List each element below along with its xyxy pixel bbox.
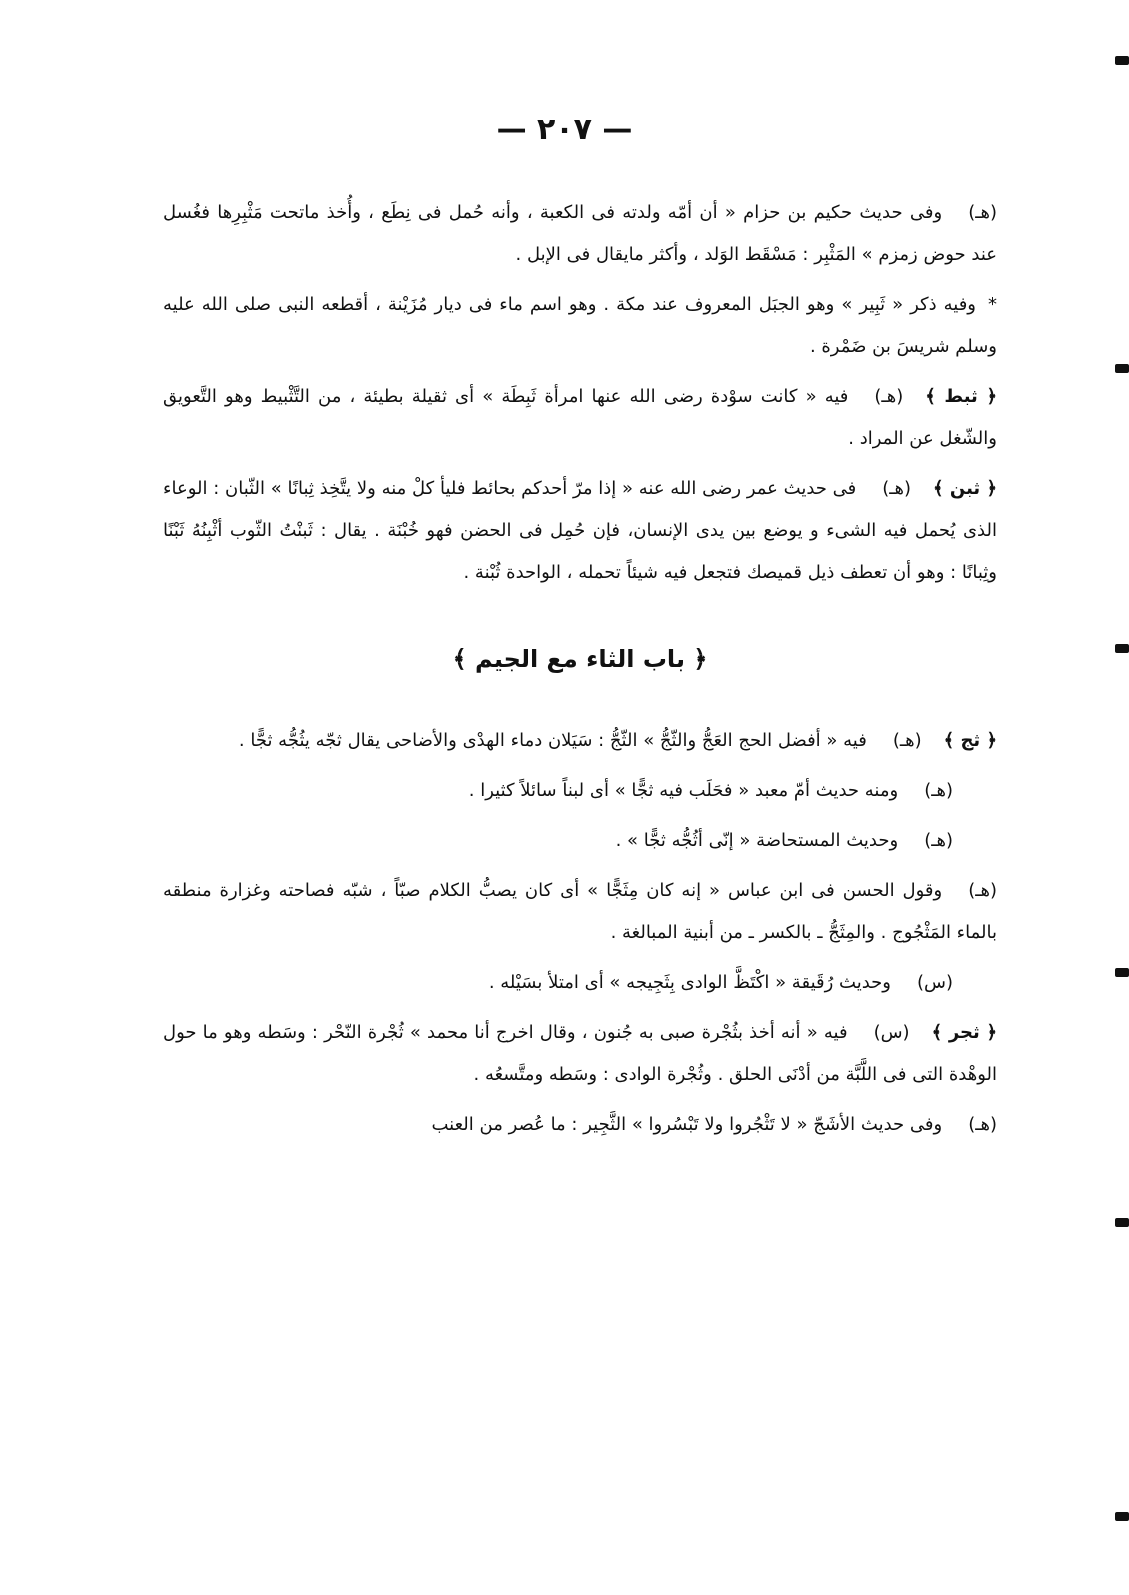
paragraph-text: وفى حديث حكيم بن حزام « أن أمّه ولدته فى الكعبة ، وأنه حُمل فى نِطَع ، وأُخذ ماتحت مَثْبِرِها فغُسل عند حوض زمزم » المَثْبِر : مَسْقَط الوَلد ، وأكثر مايقال فى الإبل . xyxy=(163,202,997,265)
paragraph-text: وحديث رُقَيقة « اكْتَظَّ الوادى بِثَجِيجه » أى امتلأ بسَيْله . xyxy=(488,972,891,993)
chapter-title: ﴿ باب الثاء مع الجيم ﴾ xyxy=(452,645,708,673)
source-sigil: (هـ) xyxy=(924,780,953,801)
paragraph-text: فيه « كانت سوْدة رضى الله عنها امرأة ثَبِطَة » أى ثقيلة بطيئة ، من التَّثْبيط وهو التَّعويق والشّغل عن المراد . xyxy=(163,386,997,449)
source-sigil: (هـ) xyxy=(892,730,922,751)
source-sigil: (هـ) xyxy=(968,880,997,901)
scan-edge-mark xyxy=(1115,364,1129,373)
paragraph-mustahada xyxy=(163,820,997,862)
entry-keyword: ﴿ ثجر ﴾ xyxy=(931,1022,998,1043)
scan-edge-mark xyxy=(1115,1218,1129,1227)
entry-thajj xyxy=(163,720,997,762)
entry-keyword: ﴿ ثبط ﴾ xyxy=(925,386,997,407)
entry-thajr xyxy=(163,1012,997,1096)
paragraph-ashajj xyxy=(163,1104,997,1146)
source-sigil: (هـ) xyxy=(882,478,912,499)
page-number: — ٢٠٧ — xyxy=(496,112,633,147)
paragraph-thabir xyxy=(163,284,997,368)
paragraph-ruqayqa xyxy=(163,962,997,1004)
paragraph-text: وقول الحسن فى ابن عباس « إنه كان مِثَجًّا » أى كان يصبُّ الكلام صبّاً ، شبّه فصاحته وغزارة منطقه بالماء المَثْجُوج . والمِثَجُّ ـ بالكسر ـ من أبنية المبالغة . xyxy=(163,880,997,943)
scan-edge-mark xyxy=(1115,644,1129,653)
paragraph-hakim xyxy=(163,192,997,276)
source-sigil: (هـ) xyxy=(874,386,904,407)
source-sigil: (س) xyxy=(873,1022,910,1043)
scan-edge-mark xyxy=(1115,56,1129,65)
star-marker: * xyxy=(988,294,997,315)
entry-keyword: ﴿ ثج ﴾ xyxy=(943,730,997,751)
paragraph-text: ومنه حديث أمّ معبد « فحَلَب فيه ثجًّا » أى لبناً سائلاً كثيرا . xyxy=(468,780,899,801)
paragraph-text: وفيه ذكر « ثَبِير » وهو الجبَل المعروف عند مكة . وهو اسم ماء فى ديار مُزَيْنة ، أقطعه النبى صلى الله عليه وسلم شريسَ بن ضَمْرة . xyxy=(163,294,997,357)
paragraph-text: وفى حديث الأشَجّ « لا تَثْجُروا ولا تَبْسُروا » الثَّجِير : ما عُصر من العنب xyxy=(431,1114,943,1135)
entry-keyword: ﴿ ثبن ﴾ xyxy=(933,478,997,499)
entry-thabat xyxy=(163,376,997,460)
page-body xyxy=(163,192,997,1154)
paragraph-text: فى حديث عمر رضى الله عنه « إذا مرّ أحدكم بحائط فليأ كلْ منه ولا يتَّخِذ ثِبانًا » الثّبان : الوعاء الذى يُحمل فيه الشىء و يوضع بين يدى الإنسان، فإن حُمِل فى الحضن فهو خُبْنَة . يقال : ثَبنْتُ الثّوب أثْبِنُهُ ثَبْنًا وثِبانًا : وهو أن تعطف ذيل قميصك فتجعل فيه شيئاً تحمله ، الواحدة ثُبْنة . xyxy=(163,478,997,583)
source-sigil: (س) xyxy=(916,972,953,993)
source-sigil: (هـ) xyxy=(968,202,997,223)
entry-thabana xyxy=(163,468,997,594)
paragraph-text: وحديث المستحاضة « إنّى أثُجُّه ثجًّا » . xyxy=(615,830,899,851)
source-sigil: (هـ) xyxy=(924,830,953,851)
source-sigil: (هـ) xyxy=(968,1114,997,1135)
scan-edge-mark xyxy=(1115,968,1129,977)
paragraph-umm-mabad xyxy=(163,770,997,812)
scan-edge-mark xyxy=(1115,1512,1129,1521)
paragraph-hasan xyxy=(163,870,997,954)
paragraph-text: فيه « أنه أخذ بثُجْرة صبى به جُنون ، وقال اخرج أنا محمد » ثُجْرة النّحْر : وسَطه وهو ما حول الوهْدة التى فى اللَّبَّة من أدْنَى الحلق . وثُجْرة الوادى : وسَطه ومتَّسعُه . xyxy=(163,1022,997,1085)
paragraph-text: فيه « أفضل الحج العَجُّ والثّجُّ » الثّجُّ : سَيَلان دماء الهدْى والأضاحى يقال ثجّه يثُجُّه ثجًّا . xyxy=(238,730,867,751)
